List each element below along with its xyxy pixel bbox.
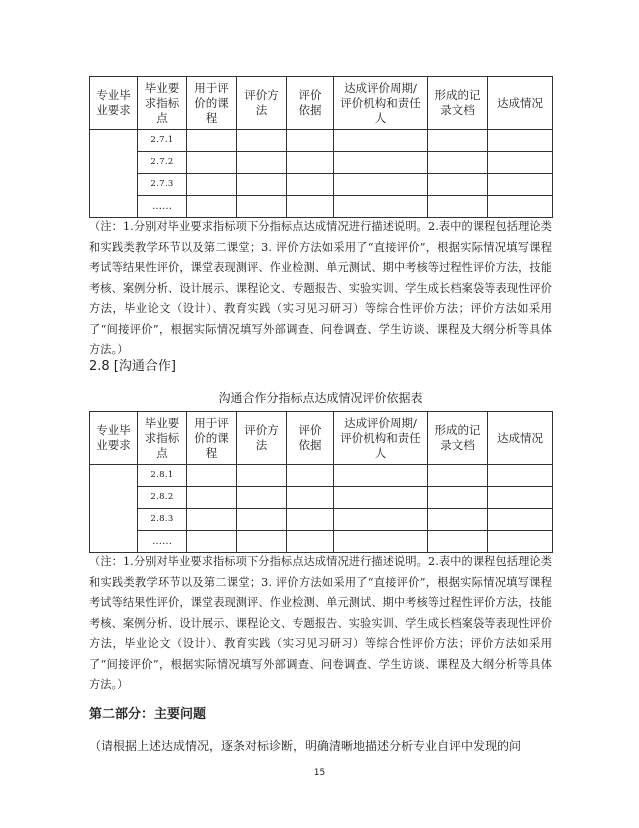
header-indicator: 毕业要求指标点 — [138, 77, 187, 130]
indicator-cell: 2.8.3 — [138, 509, 187, 531]
table-row — [90, 509, 553, 531]
table-row — [90, 465, 553, 487]
table-note: （注：1.分别对毕业要求指标项下分指标点达成情况进行描述说明。2.表中的课程包括理论类和实践类教学环节以及第二课堂；3. 评价方法如采用了“直接评价”，根据实际情况填写课程考试等结果性评价，课堂表现测评、作业检测、单元测试、期中考核等过程性评价方法，技能考核、案例分析、设计展示、课程论文、专题报告、实验实训、学生成长档案袋等表现性评价方法，毕业论文（设计）、教育实践（实习见习研习）等综合性评价方法；评价方法如采用了“间接评价”，根据实际情况填写外部调查、问卷调查、学生访谈、课程及大纲分析等具体方法。） — [89, 555, 552, 691]
header-major-requirement: 专业毕业要求 — [90, 412, 138, 465]
indicator-cell: 2.8.1 — [138, 465, 187, 487]
indicator-cell: 2.7.1 — [138, 130, 187, 152]
header-indicator: 毕业要求指标点 — [138, 412, 187, 465]
indicator-cell: 2.7.3 — [138, 174, 187, 196]
part-heading: 第二部分：主要问题 — [89, 707, 207, 722]
header-method: 评价方法 — [237, 77, 287, 130]
table-row — [90, 174, 553, 196]
table-row — [90, 487, 553, 509]
page-number: 15 — [313, 768, 326, 778]
header-records: 形成的记录文档 — [428, 77, 488, 130]
merged-cell — [90, 465, 138, 553]
indicator-cell: …… — [138, 196, 187, 218]
header-basis: 评价依据 — [287, 412, 334, 465]
indicator-cell: 2.8.2 — [138, 487, 187, 509]
header-courses: 用于评价的课程 — [187, 412, 237, 465]
header-courses: 用于评价的课程 — [187, 77, 237, 130]
indicator-cell: 2.7.2 — [138, 152, 187, 174]
header-status: 达成情况 — [488, 77, 553, 130]
evaluation-table-2-8 — [89, 411, 553, 553]
header-basis: 评价依据 — [287, 77, 334, 130]
indicator-cell: …… — [138, 531, 187, 553]
section-heading: 2.8 [沟通合作] — [89, 359, 176, 374]
header-cycle: 达成评价周期/评价机构和责任人 — [334, 77, 428, 130]
header-status: 达成情况 — [488, 412, 553, 465]
merged-cell — [90, 130, 138, 218]
header-method: 评价方法 — [237, 412, 287, 465]
table-row — [90, 531, 553, 553]
instruction-text: （请根据上述达成情况，逐条对标诊断，明确清晰地描述分析专业自评中发现的问 — [89, 739, 522, 753]
table-caption: 沟通合作分指标点达成情况评价依据表 — [218, 391, 423, 405]
table-row — [90, 130, 553, 152]
header-cycle: 达成评价周期/评价机构和责任人 — [334, 412, 428, 465]
header-major-requirement: 专业毕业要求 — [90, 77, 138, 130]
table-note: （注：1.分别对毕业要求指标项下分指标点达成情况进行描述说明。2.表中的课程包括理论类和实践类教学环节以及第二课堂；3. 评价方法如采用了“直接评价”，根据实际情况填写课程考试等结果性评价，课堂表现测评、作业检测、单元测试、期中考核等过程性评价方法，技能考核、案例分析、设计展示、课程论文、专题报告、实验实训、学生成长档案袋等表现性评价方法，毕业论文（设计）、教育实践（实习见习研习）等综合性评价方法；评价方法如采用了“间接评价”，根据实际情况填写外部调查、问卷调查、学生访谈、课程及大纲分析等具体方法。） — [89, 220, 552, 356]
table-row — [90, 152, 553, 174]
header-records: 形成的记录文档 — [428, 412, 488, 465]
table-header-row — [90, 412, 553, 465]
evaluation-table-2-7 — [89, 76, 553, 218]
table-header-row — [90, 77, 553, 130]
table-row — [90, 196, 553, 218]
